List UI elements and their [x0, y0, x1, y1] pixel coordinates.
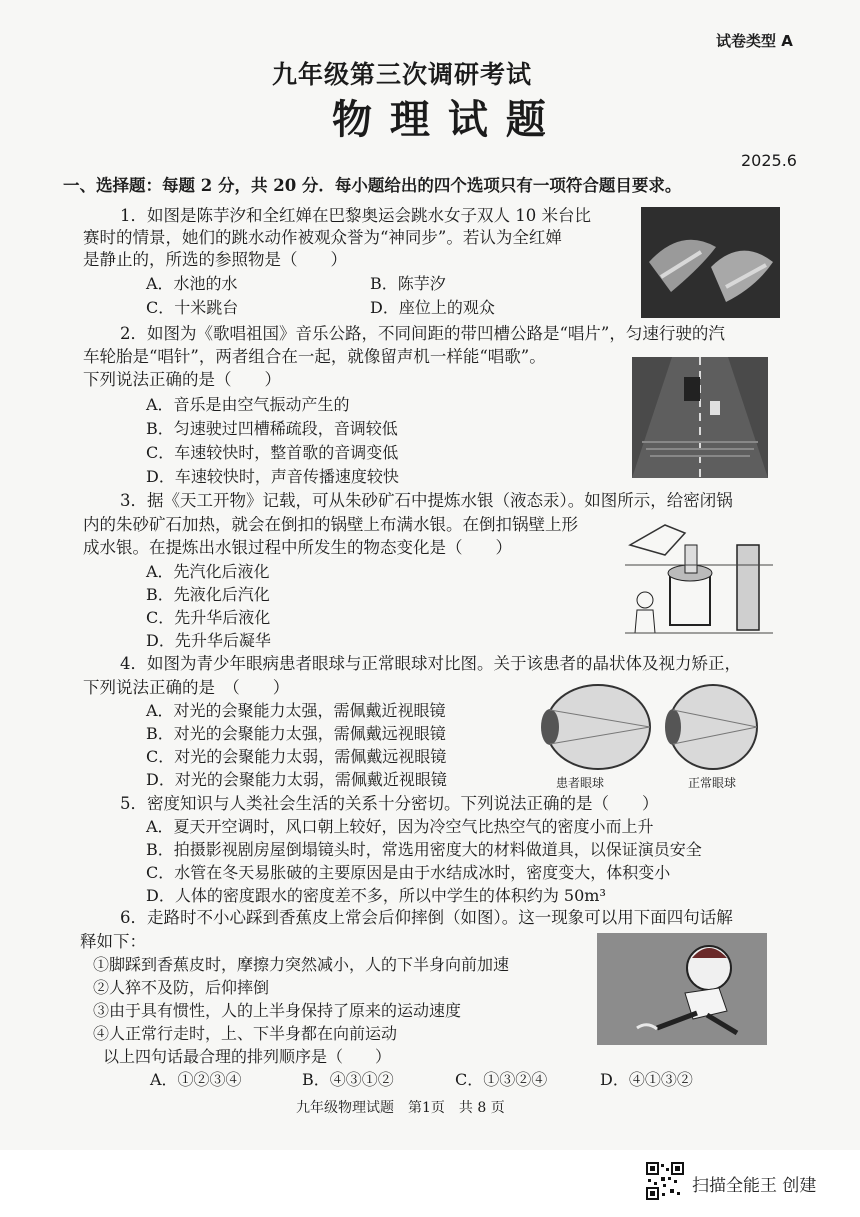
q5-line-1: 5．密度知识与人类社会生活的关系十分密切。下列说法正确的是（ ）: [120, 794, 659, 813]
patient-eyeball-icon: [541, 685, 650, 769]
q5-option-b: B．拍摄影视剧房屋倒塌镜头时，常选用密度大的材料做道具，以保证演员安全: [146, 840, 702, 859]
q6-statement-4: ④人正常行走时，上、下半身都在向前运动: [93, 1024, 398, 1043]
q2-option-d: D．车速较快时，声音传播速度较快: [146, 467, 399, 486]
music-road-photo: [632, 357, 768, 478]
q3-option-b: B．先液化后汽化: [146, 585, 270, 604]
q3-line-3: 成水银。在提炼出水银过程中所发生的物态变化是（ ）: [83, 538, 512, 557]
q1-line-2: 赛时的情景，她们的跳水动作被观众誉为“神同步”。若认为全红婵: [83, 228, 562, 247]
q4-line-2: 下列说法正确的是 （ ）: [83, 678, 290, 697]
q6-option-b: B．④③①②: [302, 1070, 394, 1089]
qr-code-icon: [646, 1162, 684, 1200]
q6-statement-2: ②人猝不及防，后仰摔倒: [93, 978, 270, 997]
q5-option-d: D．人体的密度跟水的密度差不多，所以中学生的体积约为 50m³: [146, 886, 606, 905]
patient-eye-label: 患者眼球: [556, 776, 605, 790]
q2-line-2: 车轮胎是“唱针”，两者组合在一起，就像留声机一样能“唱歌”。: [83, 347, 546, 366]
q6-option-c: C．①③②④: [455, 1070, 548, 1089]
normal-eye-label: 正常眼球: [688, 776, 737, 790]
q3-option-d: D．先升华后凝华: [146, 631, 271, 650]
q6-prompt: 以上四句话最合理的排列顺序是（ ）: [103, 1047, 392, 1066]
q1-option-a: A．水池的水: [146, 274, 238, 293]
q2-line-1: 2．如图为《歌唱祖国》音乐公路，不同间距的带凹槽公路是“唱片”，匀速行驶的汽: [120, 324, 725, 343]
q6-option-a: A．①②③④: [150, 1070, 242, 1089]
q3-option-a: A．先汽化后液化: [146, 562, 270, 581]
q5-option-c: C．水管在冬天易胀破的主要原因是由于水结成冰时，密度变大，体积变小: [146, 863, 671, 882]
exam-subtitle: 九年级第三次调研考试: [272, 60, 533, 89]
section-heading: 一、选择题：每题 2 分，共 20 分．每小题给出的四个选项只有一项符合题目要求。: [63, 176, 682, 195]
exam-date: 2025.6: [741, 151, 797, 170]
q1-option-b: B．陈芋汐: [370, 274, 446, 293]
page-footer: 九年级物理试题 第1页 共 8 页: [296, 1100, 505, 1116]
q4-option-a: A．对光的会聚能力太强，需佩戴近视眼镜: [146, 701, 446, 720]
q6-option-d: D．④①③②: [600, 1070, 693, 1089]
q2-option-b: B．匀速驶过凹槽稀疏段，音调较低: [146, 419, 398, 438]
scanner-brand-label: 扫描全能王 创建: [692, 1176, 817, 1196]
q2-line-3: 下列说法正确的是（ ）: [83, 370, 281, 389]
q4-option-c: C．对光的会聚能力太弱，需佩戴远视眼镜: [146, 747, 447, 766]
q4-option-b: B．对光的会聚能力太强，需佩戴远视眼镜: [146, 724, 446, 743]
paper-type: 试卷类型 A: [716, 32, 793, 50]
q1-line-1: 1．如图是陈芋汐和全红婵在巴黎奥运会跳水女子双人 10 米台比: [120, 206, 591, 225]
banana-slip-illustration: [597, 933, 767, 1045]
q5-option-a: A．夏天开空调时，风口朝上较好，因为冷空气比热空气的密度小而上升: [146, 817, 654, 836]
q1-option-d: D．座位上的观众: [370, 298, 495, 317]
q2-option-a: A．音乐是由空气振动产生的: [146, 395, 350, 414]
exam-title: 物 理 试 题: [332, 96, 548, 143]
eyeball-comparison-figure: [528, 680, 768, 774]
q1-option-c: C．十米跳台: [146, 298, 239, 317]
q6-statement-1: ①脚踩到香蕉皮时，摩擦力突然减小，人的下半身向前加速: [93, 955, 510, 974]
q3-line-1: 3．据《天工开物》记载，可从朱砂矿石中提炼水银（液态汞）。如图所示，给密闭锅: [120, 491, 733, 510]
q6-statement-3: ③由于具有惯性，人的上半身保持了原来的运动速度: [93, 1001, 462, 1020]
q4-option-d: D．对光的会聚能力太弱，需佩戴近视眼镜: [146, 770, 447, 789]
diving-photo: [641, 207, 780, 318]
mercury-furnace-illustration: [625, 515, 773, 637]
q3-option-c: C．先升华后液化: [146, 608, 271, 627]
q6-line-2: 释如下：: [80, 932, 146, 951]
q4-line-1: 4．如图为青少年眼病患者眼球与正常眼球对比图。关于该患者的晶状体及视力矫正，: [120, 654, 741, 673]
q2-option-c: C．车速较快时，整首歌的音调变低: [146, 443, 399, 462]
q3-line-2: 内的朱砂矿石加热，就会在倒扣的锅壁上布满水银。在倒扣锅壁上形: [83, 515, 578, 534]
q6-line-1: 6．走路时不小心踩到香蕉皮上常会后仰摔倒（如图）。这一现象可以用下面四句话解: [120, 908, 733, 927]
q1-line-3: 是静止的，所选的参照物是（ ）: [83, 250, 347, 269]
normal-eyeball-icon: [665, 685, 757, 769]
